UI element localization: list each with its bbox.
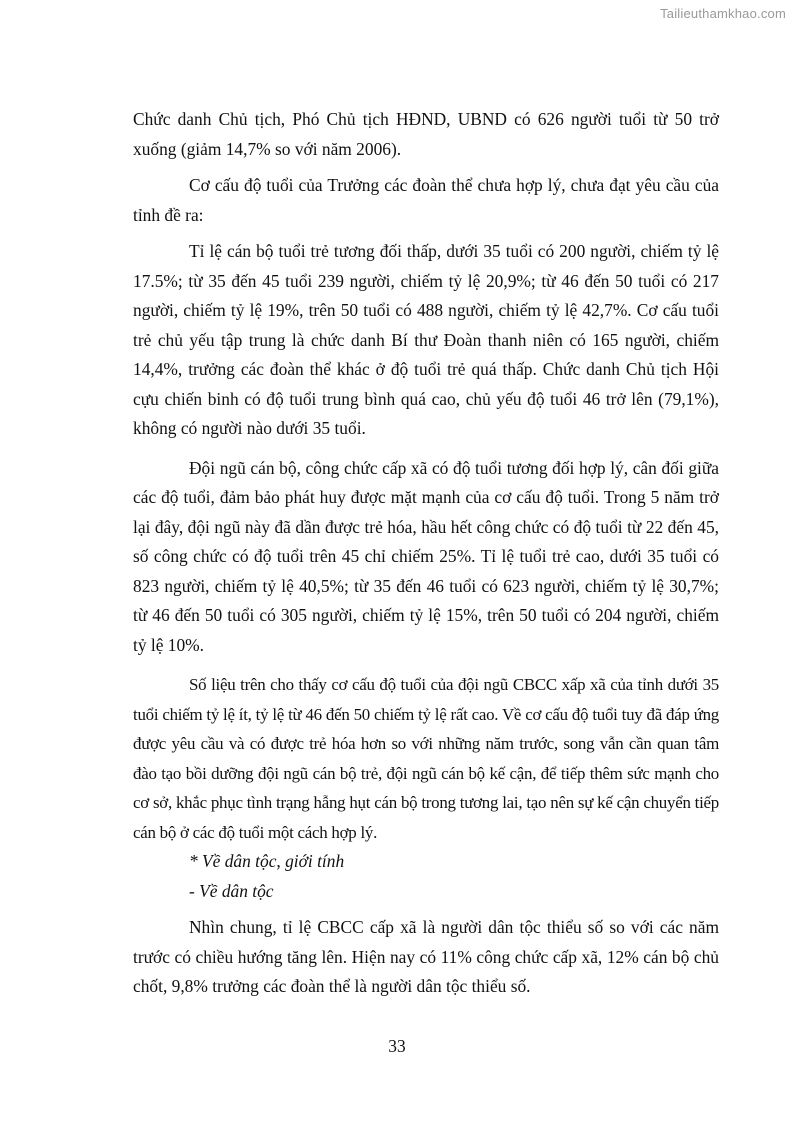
paragraph-ethnic-minority-ratio: Nhìn chung, tỉ lệ CBCC cấp xã là người dân tộc thiểu số so với các năm trước có chiều hướng tăng lên. Hiện nay có 11% công chức cấp xã, 12% cán bộ chủ chốt, 9,8% trưởng các đoàn thể là người dân tộc thiểu số. [133,917,719,996]
page-body [133,105,719,1002]
page-number: 33 [388,1036,406,1056]
paragraph-union-heads-intro: Cơ cấu độ tuổi của Trưởng các đoàn thể chưa hợp lý, chưa đạt yêu cầu của tỉnh đề ra: [133,175,719,225]
subsection-heading-ethnicity: - Về dân tộc [189,880,274,901]
watermark: Tailieuthamkhao.com [660,6,786,21]
paragraph-leaders-age: Chức danh Chủ tịch, Phó Chủ tịch HĐND, UBND có 626 người tuổi từ 50 trở xuống (giảm 14,7% so với năm 2006). [133,109,719,159]
paragraph-commune-officials-age: Đội ngũ cán bộ, công chức cấp xã có độ tuổi tương đối hợp lý, cân đối giữa các độ tuổi, đảm bảo phát huy được mặt mạnh của cơ cấu độ tuổi. Trong 5 năm trở lại đây, đội ngũ này đã dần được trẻ hóa, hầu hết công chức có độ tuổi từ 22 đến 45, số công chức có độ tuổi trên 45 chỉ chiếm 25%. Tỉ lệ tuổi trẻ cao, dưới 35 tuổi có 823 người, chiếm tỷ lệ 40,5%; từ 35 đến 46 tuổi có 623 người, chiếm tỷ lệ 30,7%; từ 46 đến 50 tuổi có 305 người, chiếm tỷ lệ 15%, trên 50 tuổi có 204 người, chiếm tỷ lệ 10%. [133,457,719,655]
paragraph-age-structure-conclusion: Số liệu trên cho thấy cơ cấu độ tuổi của đội ngũ CBCC xấp xã của tỉnh dưới 35 tuổi chiếm tỷ lệ ít, tỷ lệ từ 46 đến 50 chiếm tỷ lệ rất cao. Về cơ cấu độ tuổi tuy đã đáp ứng được yêu cầu và có được trẻ hóa hơn so với những năm trước, song vẫn cần quan tâm đào tạo bồi dưỡng đội ngũ cán bộ trẻ, đội ngũ cán bộ kế cận, để tiếp thêm sức mạnh cho cơ sở, khắc phục tình trạng hẫng hụt cán bộ trong tương lai, tạo nên sự kế cận chuyển tiếp cán bộ ở các độ tuổi một cách hợp lý. [133,675,719,842]
section-heading-ethnicity-gender: * Về dân tộc, giới tính [189,851,345,871]
paragraph-union-heads-stats: Tỉ lệ cán bộ tuổi trẻ tương đối thấp, dưới 35 tuổi có 200 người, chiếm tỷ lệ 17.5%; từ 35 đến 45 tuổi 239 người, chiếm tỷ lệ 20,9%; từ 46 đến 50 tuổi có 217 người, chiếm tỷ lệ 19%, trên 50 tuổi có 488 người, chiếm tỷ lệ 42,7%. Cơ cấu tuổi trẻ chủ yếu tập trung là chức danh Bí thư Đoàn thanh niên có 165 người, chiếm 14,4%, trưởng các đoàn thể khác ở độ tuổi trẻ quá thấp. Chức danh Chủ tịch Hội cựu chiến binh có độ tuổi trung bình quá cao, chủ yếu độ tuổi 46 trở lên (79,1%), không có người nào dưới 35 tuổi. [133,241,719,438]
